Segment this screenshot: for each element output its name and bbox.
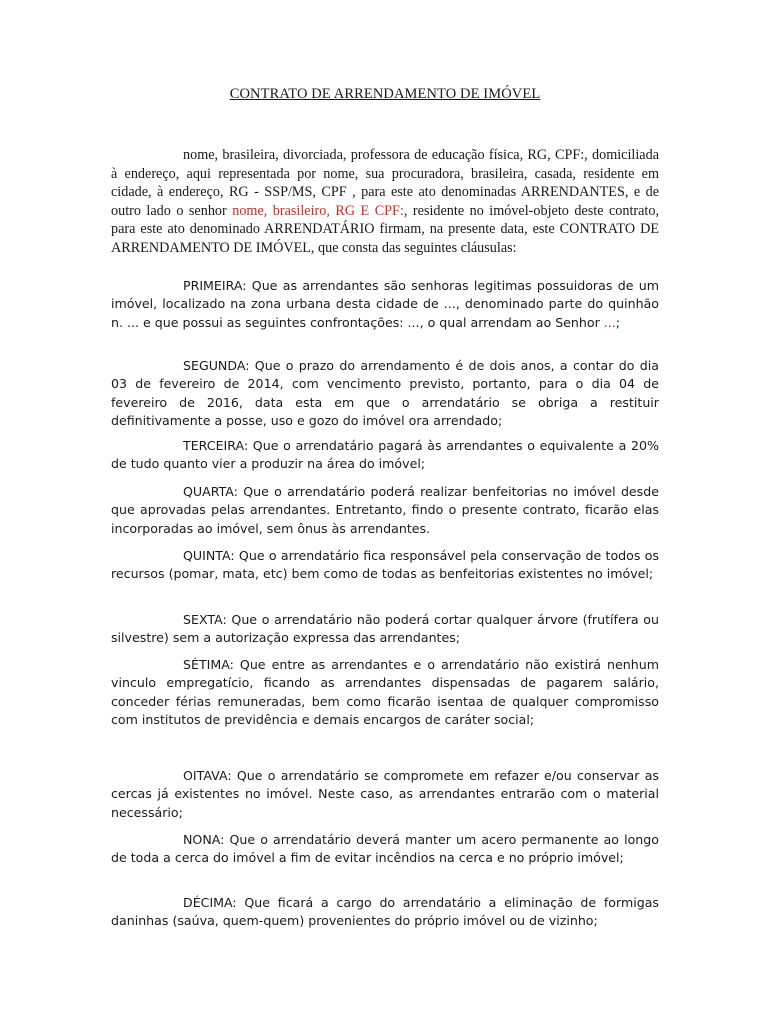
clause-sexta: SEXTA: Que o arrendatário não poderá cortar qualquer árvore (frutífera ou silvestre) sem a autorização expressa das arrendantes; [111, 612, 659, 646]
clause-oitava: OITAVA: Que o arrendatário se compromete em refazer e/ou conservar as cercas já existentes no imóvel. Neste caso, as arrendantes entrarão com o material necessário; [111, 768, 659, 820]
clause-nona: NONA: Que o arrendatário deverá manter um acero permanente ao longo de toda a cerca do imóvel a fim de evitar incêndios na cerca e no próprio imóvel; [111, 832, 659, 866]
document-title: CONTRATO DE ARRENDAMENTO DE IMÓVEL [229, 86, 541, 102]
clause-decima: DÉCIMA: Que ficará a cargo do arrendatário a eliminação de formigas daninhas (saúva, quem-quem) provenientes do próprio imóvel ou de vizinho; [111, 895, 659, 929]
intro-text-part2: , residente no imóvel-objeto deste contrato, para este ato denominado ARRENDATÁRIO firmam, na presente data, este CONTRATO DE ARRENDAMENTO DE IMÓVEL, que consta das seguintes cláusulas: [111, 202, 659, 256]
clause-primeira-text: PRIMEIRA: Que as arrendantes são senhoras legitimas possuidoras de um imóvel, localizado na zona urbana desta cidade de ..., denominado parte do quinhão n. ... e que possui as seguintes confrontações: ..., o qual arrendam ao Senhor [111, 278, 659, 330]
clause-quarta: QUARTA: Que o arrendatário poderá realizar benfeitorias no imóvel desde que aprovadas pelas arrendantes. Entretanto, findo o presente contrato, ficarão elas incorporadas ao imóvel, sem ônus às arrendantes. [111, 484, 659, 536]
clause-quinta: QUINTA: Que o arrendatário fica responsável pela conservação de todos os recursos (pomar, mata, etc) bem como de todas as benfeitorias existentes no imóvel; [111, 548, 659, 582]
intro-paragraph [111, 146, 659, 258]
clause-primeira-tail: ; [615, 314, 621, 330]
intro-text-part1: nome, brasileira, divorciada, professora de educação física, RG, CPF:, domiciliada à endereço, aqui representada por nome, sua procuradora, brasileira, casada, residente em cidade, à endereço, RG - SSP/MS, CPF , para este ato denominadas ARRENDANTES, e de outro lado o senhor [111, 147, 659, 219]
clause-setima: SÉTIMA: Que entre as arrendantes e o arrendatário não existirá nenhum vinculo empregatício, ficando as arrendantes dispensadas de pagarem salário, conceder férias remuneradas, bem como ficarão isentaa de qualquer compromisso com institutos de previdência e demais encargos de caráter social; [111, 657, 659, 727]
clause-terceira: TERCEIRA: Que o arrendatário pagará às arrendantes o equivalente a 20% de tudo quanto vier a produzir na área do imóvel; [111, 438, 659, 472]
clause-primeira-highlight: ... [603, 314, 616, 330]
clause-segunda: SEGUNDA: Que o prazo do arrendamento é de dois anos, a contar do dia 03 de fevereiro de 2014, com vencimento previsto, portanto, para o dia 04 de fevereiro de 2016, data esta em que o arrendatário se obriga a restituir definitivamente a posse, uso e gozo do imóvel ora arrendado; [111, 358, 659, 428]
clause-primeira [111, 277, 659, 332]
intro-highlight: nome, brasileiro, RG E CPF: [232, 202, 404, 219]
